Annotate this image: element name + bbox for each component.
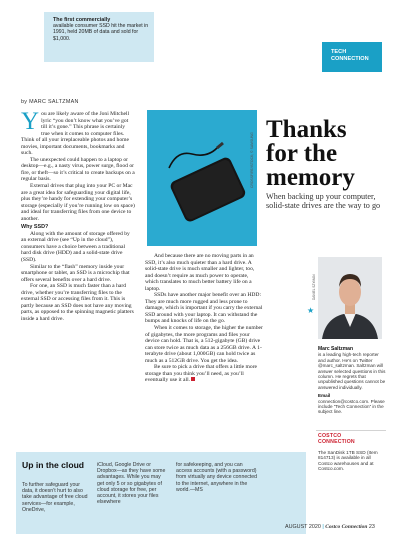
cloud-box-title: Up in the cloud bbox=[22, 460, 85, 470]
deck: When backing up your computer, solid-state drives are the way to go bbox=[266, 192, 381, 210]
fact-box-title: The first commercially bbox=[53, 17, 111, 23]
paragraph-9: When it comes to storage, the higher the number of gigabytes, the more programs and files your device can hold. That is, a 512-gigabyte (GB) drive can store twice as much data as a 256GB drive. A 1-terabyte drive (about 1,000GB) can hold twice as much as a 512GB drive. You get the idea. bbox=[145, 325, 263, 364]
footer-date: AUGUST 2020 bbox=[285, 524, 321, 530]
costco-connection-text: The SanDisk 1TB SSD (Item 814713) is available in all Costco warehouses and at Costco.com. bbox=[318, 449, 378, 472]
cloud-box-col-2: iCloud, Google Drive or Dropbox—as they have some advantages. While you may get only 5 or so gigabytes of cloud storage for free, per account, it stores your files elsewhere bbox=[97, 462, 166, 506]
fact-box bbox=[44, 12, 154, 62]
star-icon: ★ bbox=[307, 306, 315, 315]
paragraph-8: SSDs have another major benefit over an HDD: They are much more rugged and less prone to damage, which is important if you carry the external SSD around with your laptop. It can withstand the bumps and knocks of life on the go. bbox=[145, 292, 263, 325]
section-tab bbox=[322, 42, 382, 72]
bio-text: is a leading high-tech reporter and author. He’s on Twitter @marc_saltzman. Saltzman will answer selected questions in this column. He regrets that unpublished questions cannot be answered individually. bbox=[318, 352, 386, 390]
costco-connection-box bbox=[316, 430, 386, 509]
paragraph-4: Along with the amount of storage offered by an external drive (see “Up in the cloud”), consumers have a choice between a traditional hard disk drive (HDD) and a solid-state drive (SSD). bbox=[21, 230, 130, 264]
paragraph-7: And because there are no moving parts in an SSD, it’s also much quieter than a hard drive. A solid-state drive is much smaller and lighter, too, and doesn’t require as much power to operate, which translates to much better battery life on a laptop. bbox=[145, 253, 255, 292]
paragraph-10: Be sure to pick a drive that offers a little more storage than you think you’ll need, as you’ll eventually use it all. bbox=[145, 364, 258, 384]
author-portrait bbox=[318, 257, 382, 339]
cloud-box-col-3: for safekeeping, and you can access accounts (with a password) from virtually any device connected to the internet, anywhere in the world.—MS bbox=[176, 462, 258, 493]
paragraph-2: The unexpected could happen to a laptop or desktop—e.g., a nasty virus, power surge, flood or fire, or theft—so it’s critical to create backups on a regular basis. bbox=[21, 156, 135, 183]
portrait-credit: DANIEL SZYMAN bbox=[312, 274, 316, 300]
paragraph-6: For one, an SSD is much faster than a hard drive, whether you’re transferring files to the external SSD or accessing files from it. This is partly because an SSD does not have any moving parts, as opposed to the spinning magnetic platters inside a hard drive. bbox=[21, 283, 134, 322]
article-column-1 bbox=[21, 108, 135, 323]
cloud-box-col-1: To further safeguard your data, it doesn’t hurt to also take advantage of free cloud services—for example, OneDrive, bbox=[22, 482, 88, 513]
end-mark bbox=[191, 377, 195, 381]
costco-connection-h2: CONNECTION bbox=[318, 438, 355, 445]
headline-line3: memory bbox=[266, 164, 355, 191]
article-column-2 bbox=[145, 253, 263, 384]
paragraph-5: Similar to the “flash” memory inside your smartphone or tablet, an SSD is a microchip that offers several benefits over a hard drive. bbox=[21, 263, 130, 283]
headline-line2: for the bbox=[266, 140, 338, 167]
footer-brand: Costco Connection bbox=[325, 524, 368, 530]
subhead: Why SSD? bbox=[21, 224, 49, 231]
ssd-photo bbox=[147, 110, 257, 246]
page-number: 23 bbox=[368, 524, 375, 530]
section-tab-line2: CONNECTION bbox=[331, 56, 369, 62]
headline-line1: Thanks bbox=[266, 116, 347, 143]
photo-credit: CROSSFIRE/ISTOCK; © SAMSUNG bbox=[250, 132, 254, 188]
email-label: Email bbox=[318, 393, 331, 399]
byline: by MARC SALTZMAN bbox=[21, 99, 79, 105]
author-bio bbox=[318, 347, 386, 415]
paragraph-3: External drives that plug into your PC or Mac are a great idea for safeguarding your digital life, plus they’re handy for extending your computer’s storage (especially if you’re running low on space) and ideal for transferring files from one device to another. bbox=[21, 183, 135, 222]
costco-connection-h1: COSTCO bbox=[318, 433, 342, 439]
section-tab-line1: TECH bbox=[331, 49, 347, 55]
page-footer bbox=[285, 524, 375, 530]
email-text: connection@costco.com. Please include “Tech Connection” in the subject line. bbox=[318, 398, 385, 415]
paragraph-1: You are likely aware of the Joni Mitchell lyric “you don’t know what you’ve got till it’s gone.” This phrase is certainly true when it comes to computer files. Think of all your irreplaceable photos and home movies, important documents, bookmarks and such. bbox=[21, 108, 130, 157]
author-name: Marc Saltzman bbox=[318, 346, 354, 352]
footer-separator: | bbox=[322, 524, 324, 530]
headline bbox=[266, 118, 386, 190]
fact-box-text: available consumer SSD hit the market in 1991, held 20MB of data and sold for $1,000. bbox=[53, 23, 149, 42]
drop-cap: Y bbox=[21, 108, 40, 135]
